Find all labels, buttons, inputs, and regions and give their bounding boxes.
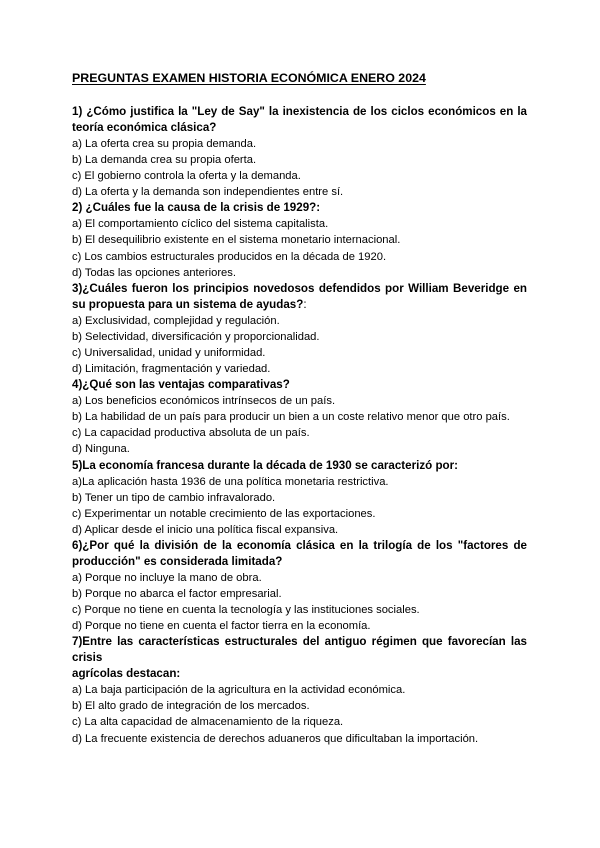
option-c: c) Porque no tiene en cuenta la tecnología y las instituciones sociales. (72, 604, 420, 617)
question-3 (72, 281, 527, 377)
question-6 (72, 538, 527, 634)
option-b: b) El desequilibrio existente en el sistema monetario internacional. (72, 234, 401, 247)
question-text-content: 5)La economía francesa durante la década de 1930 se caracterizó por: (72, 458, 458, 472)
option-b: b) Tener un tipo de cambio infravalorado. (72, 491, 276, 504)
option-a: a) La baja participación de la agricultura en la actividad económica. (72, 684, 406, 697)
option-a: a) Porque no incluye la mano de obra. (72, 571, 262, 584)
option-a: a) Exclusividad, complejidad y regulación. (72, 314, 280, 327)
question-text (72, 200, 527, 216)
option-a: a)La aplicación hasta 1936 de una política monetaria restrictiva. (72, 475, 389, 488)
question-1 (72, 104, 527, 200)
question-5 (72, 458, 527, 538)
option-b: b) La habilidad de un país para producir un bien a un coste relativo menor que otro país. (72, 411, 510, 424)
question-2 (72, 200, 527, 280)
question-text (72, 104, 527, 136)
option-d: d) Aplicar desde el inicio una política fiscal expansiva. (72, 523, 339, 536)
option-a: a) Los beneficios económicos intrínsecos de un país. (72, 395, 336, 408)
option-d: d) Ninguna. (72, 443, 130, 456)
question-text-content: 1) ¿Cómo justifica la "Ley de Say" la inexistencia de los ciclos económicos en la teoría económica clásica? (72, 105, 527, 134)
question-text (72, 281, 527, 313)
option-c: c) El gobierno controla la oferta y la demanda. (72, 170, 301, 183)
option-a: a) El comportamiento cíclico del sistema capitalista. (72, 218, 329, 231)
question-text-content: 6)¿Por qué la división de la economía clásica en la trilogía de los "factores de producción" es considerada limitada? (72, 538, 527, 568)
question-4 (72, 377, 527, 457)
option-b: b) Selectividad, diversificación y proporcionalidad. (72, 330, 320, 343)
option-b: b) El alto grado de integración de los mercados. (72, 700, 310, 713)
question-text-content: 2) ¿Cuáles fue la causa de la crisis de 1929?: (72, 201, 321, 215)
question-7 (72, 634, 527, 746)
option-a: a) La oferta crea su propia demanda. (72, 138, 257, 150)
question-text-content: 7)Entre las características estructurales del antiguo régimen que favorecían las crisis (72, 635, 527, 665)
document-page (72, 70, 527, 747)
option-d: d) La frecuente existencia de derechos aduaneros que dificultaban la importación. (72, 732, 479, 745)
question-text-content: 3)¿Cuáles fueron los principios novedosos defendidos por William Beveridge en su propuesta para un sistema de ayudas? (72, 281, 527, 311)
option-c: c) Experimentar un notable crecimiento de las exportaciones. (72, 507, 376, 520)
option-d: d) Todas las opciones anteriores. (72, 266, 236, 279)
option-d: d) Limitación, fragmentación y variedad. (72, 363, 271, 376)
option-d: d) Porque no tiene en cuenta el factor tierra en la economía. (72, 620, 371, 633)
option-c: c) Universalidad, unidad y uniformidad. (72, 346, 266, 359)
question-text (72, 377, 527, 393)
option-c: c) La alta capacidad de almacenamiento de la riqueza. (72, 716, 344, 729)
option-d: d) La oferta y la demanda son independientes entre sí. (72, 186, 344, 199)
question-text (72, 538, 527, 570)
option-c: c) Los cambios estructurales producidos en la década de 1920. (72, 250, 387, 263)
question-suffix: : (303, 297, 307, 311)
question-text (72, 458, 527, 474)
question-text (72, 634, 527, 666)
question-text-continued: agrícolas destacan: (72, 667, 181, 681)
option-b: b) Porque no abarca el factor empresarial. (72, 587, 282, 600)
document-title: PREGUNTAS EXAMEN HISTORIA ECONÓMICA ENERO 2024 (72, 71, 426, 85)
option-c: c) La capacidad productiva absoluta de un país. (72, 427, 310, 440)
option-b: b) La demanda crea su propia oferta. (72, 154, 257, 167)
question-text-content: 4)¿Qué son las ventajas comparativas? (72, 378, 290, 392)
